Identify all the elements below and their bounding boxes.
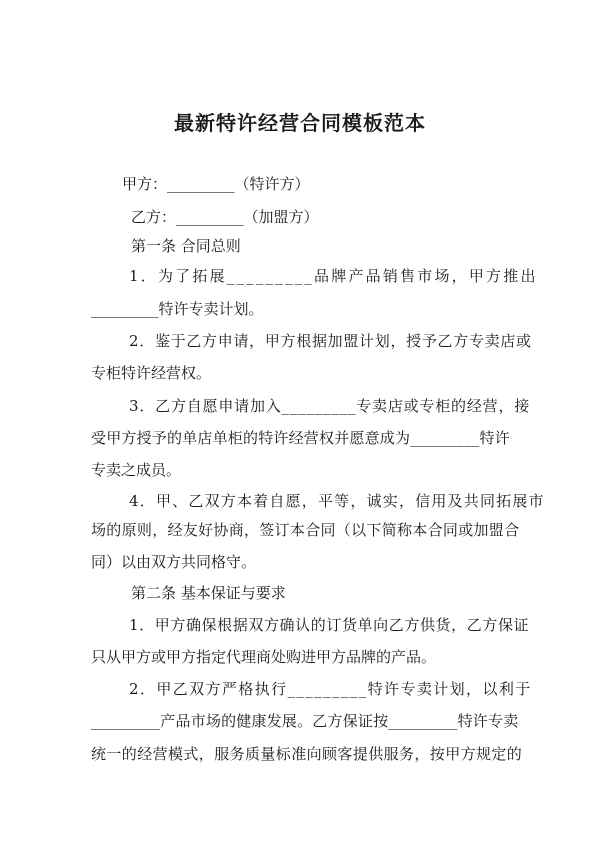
clause-2-2-line-2: _________产品市场的健康发展。乙方保证按_________特许专卖 (91, 712, 519, 730)
clause-2-1-line-1: 1．甲方确保根据双方确认的订货单向乙方供货，乙方保证 (129, 616, 530, 634)
clause-2-1-line-2: 只从甲方或甲方指定代理商处购进甲方品牌的产品。 (91, 648, 437, 666)
clause-2-2-line-1: 2．甲乙双方严格执行_________特许专卖计划，以利于 (129, 680, 532, 698)
article-1-heading: 第一条 合同总则 (131, 237, 241, 255)
party-a-line: 甲方：_________（特许方） (122, 175, 310, 193)
clause-1-3-line-2: 受甲方授予的单店单柜的特许经营权并愿意成为_________特许 (91, 429, 510, 447)
article-2-heading: 第二条 基本保证与要求 (131, 584, 286, 602)
clause-1-3-line-1: 3．乙方自愿申请加入_________专卖店或专柜的经营，接 (129, 397, 531, 415)
document-title: 最新特许经营合同模板范本 (174, 111, 426, 135)
clause-1-2-line-2: 专柜特许经营权。 (91, 364, 212, 382)
clause-1-3-line-3: 专卖之成员。 (91, 461, 182, 479)
clause-1-4-line-3: 同）以由双方共同格守。 (91, 553, 257, 571)
clause-2-2-line-3: 统一的经营模式，服务质量标准向顾客提供服务，按甲方规定的 (91, 745, 523, 763)
clause-1-2-line-1: 2．鉴于乙方申请，甲方根据加盟计划，授予乙方专卖店或 (129, 332, 532, 350)
clause-1-1-line-1: 1．为了拓展_________品牌产品销售市场，甲方推出 (129, 267, 538, 285)
party-b-line: 乙方：_________（加盟方） (131, 208, 319, 226)
clause-1-4-line-1: 4．甲、乙双方本着自愿，平等，诚实，信用及共同拓展市 (129, 492, 545, 510)
clause-1-1-line-2: _________特许专卖计划。 (91, 300, 264, 318)
clause-1-4-line-2: 场的原则，经友好协商，签订本合同（以下简称本合同或加盟合 (91, 521, 520, 539)
